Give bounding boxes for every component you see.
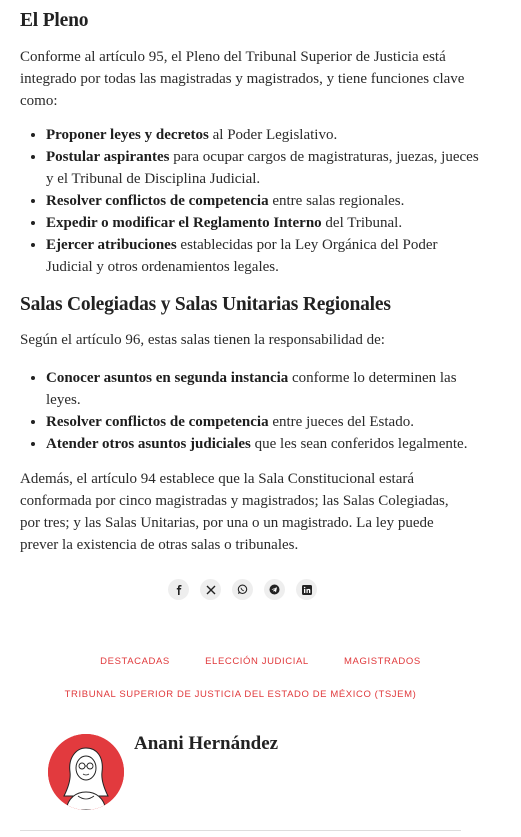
list-item: Atender otros asuntos judiciales que les sean conferidos legalmente. [46,433,486,455]
linkedin-icon [302,585,312,595]
list-item: Postular aspirantes para ocupar cargos de magistraturas, juezas, jueces y el Tribunal de Disciplina Judicial. [46,146,486,190]
tag-magistrados[interactable]: MAGISTRADOS [344,656,421,667]
whatsapp-icon [237,584,248,595]
section-intro-salas: Según el artículo 96, estas salas tienen la responsabilidad de: [20,332,385,348]
telegram-icon [269,584,280,595]
share-bar [168,579,317,600]
tag-destacadas[interactable]: DESTACADAS [100,656,170,667]
whatsapp-share-button[interactable] [232,579,253,600]
list-item: Resolver conflictos de competencia entre jueces del Estado. [46,411,486,433]
x-share-button[interactable] [200,579,221,600]
section-heading-pleno: El Pleno [20,10,89,31]
list-item: Ejercer atribuciones establecidas por la Ley Orgánica del Poder Judicial y otros ordenamientos legales. [46,234,486,278]
tag-tsjem[interactable]: TRIBUNAL SUPERIOR DE JUSTICIA DEL ESTADO DE MÉXICO (TSJEM) [64,689,417,700]
section-intro-pleno: Conforme al artículo 95, el Pleno del Tribunal Superior de Justicia está integrado por todas las magistradas y magistrados, y tiene funciones clave como: [20,49,465,109]
author-name[interactable]: Anani Hernández [134,733,279,754]
linkedin-share-button[interactable] [296,579,317,600]
tag-row-2 [0,689,521,700]
salas-responsibilities-list [20,367,486,455]
facebook-icon [174,585,184,595]
divider [20,830,461,831]
facebook-share-button[interactable] [168,579,189,600]
section-heading-salas: Salas Colegiadas y Salas Unitarias Regionales [20,294,391,315]
closing-paragraph: Además, el artículo 94 establece que la Sala Constitucional estará conformada por cinco magistradas y magistrados; las Salas Colegiadas, por tres; y las Salas Unitarias, por una o un magistrado. La ley puede prever la existencia de otras salas o tribunales. [20,471,449,553]
author-portrait-icon [48,734,124,810]
list-item: Conocer asuntos en segunda instancia conforme lo determinen las leyes. [46,367,486,411]
list-item: Expedir o modificar el Reglamento Interno del Tribunal. [46,212,486,234]
telegram-share-button[interactable] [264,579,285,600]
pleno-functions-list [20,124,486,278]
list-item: Resolver conflictos de competencia entre salas regionales. [46,190,486,212]
list-item: Proponer leyes y decretos al Poder Legislativo. [46,124,486,146]
tag-row-1 [0,656,521,667]
tag-eleccion-judicial[interactable]: ELECCIÓN JUDICIAL [205,656,309,667]
avatar[interactable] [48,734,124,810]
x-icon [206,585,216,595]
